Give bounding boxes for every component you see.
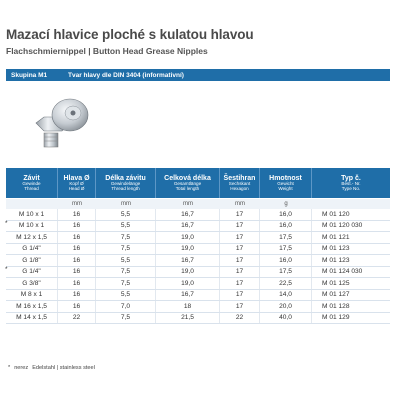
table-cell: M 8 x 1 (6, 290, 58, 301)
table-cell: 14,0 (260, 290, 312, 301)
unit-cell: mm (72, 201, 82, 207)
table-cell: M 01 129 (322, 314, 350, 322)
col-header-hexagon: Šestihran Sechskant Hexagon (220, 168, 260, 198)
table-cell: 5,5 (96, 255, 156, 266)
table-cell: 16,0 (260, 221, 312, 232)
table-cell: 17 (220, 221, 260, 232)
col-header-type: Typ č. Best.- Nr. Type No. (341, 174, 361, 191)
table-cell: 16,7 (156, 209, 220, 220)
table-cell: M 01 124 030 (322, 268, 363, 276)
table-cell: G 1/8" (6, 255, 58, 266)
table-cell: M 01 120 030 (322, 222, 363, 230)
table-header (6, 168, 390, 198)
table-cell: 5,5 (96, 290, 156, 301)
col-header-weight: Hmotnost Gewicht Weight (260, 168, 312, 198)
table-cell: 17,5 (260, 244, 312, 255)
table-cell: 7,5 (96, 232, 156, 243)
table-cell: M 01 120 (322, 210, 350, 218)
table-cell: 16 (58, 244, 96, 255)
table-cell: M 01 123 (322, 245, 350, 253)
col-header-head: Hlava Ø Kopf Ø Head Ø (58, 168, 96, 198)
table-cell: 17,5 (260, 232, 312, 243)
table-cell: M 16 x 1,5 (6, 301, 58, 312)
footnote-star: * (8, 365, 11, 371)
table-row (6, 244, 390, 256)
table-cell: M 01 125 (322, 279, 350, 287)
page-title: Mazací hlavice ploché s kulatou hlavou (6, 27, 254, 42)
table-cell: 17 (220, 209, 260, 220)
table-cell: 16 (58, 255, 96, 266)
col-header-thread-length: Délka závitu Gewindelänge Thread length (96, 168, 156, 198)
table-cell: 17,5 (260, 267, 312, 278)
table-cell: 5,5 (96, 221, 156, 232)
table-cell: 22 (58, 313, 96, 324)
table-row (6, 267, 390, 279)
table-cell: 19,0 (156, 278, 220, 289)
table-cell: 21,5 (156, 313, 220, 324)
shape-label: Tvar hlavy dle DIN 3404 (informativní) (68, 71, 184, 79)
group-label: Skupina M1 (11, 71, 48, 79)
table-cell: 7,0 (96, 301, 156, 312)
unit-cell (312, 199, 390, 209)
table-row (6, 232, 390, 244)
table-cell: M 01 121 (322, 233, 350, 241)
table-cell: 16,0 (260, 209, 312, 220)
table-row (6, 278, 390, 290)
table-cell: G 3/8" (6, 278, 58, 289)
table-row (6, 221, 390, 233)
table-row (6, 313, 390, 325)
table-cell: 7,5 (96, 278, 156, 289)
table-cell: 16,7 (156, 255, 220, 266)
table-cell: 16,0 (260, 255, 312, 266)
table-cell: 16 (58, 301, 96, 312)
stainless-marker: * (5, 265, 8, 273)
table-cell: M 10 x 1 (6, 209, 58, 220)
table-cell: 18 (156, 301, 220, 312)
table-cell: 17 (220, 301, 260, 312)
table-cell: 7,5 (96, 267, 156, 278)
table-cell: 16,7 (156, 290, 220, 301)
col-header-total-length: Celková délka Gesamtlänge Total length (156, 168, 220, 198)
table-cell: 19,0 (156, 244, 220, 255)
grease-nipple-image (30, 93, 92, 153)
units-row (6, 199, 390, 209)
table-cell: 40,0 (260, 313, 312, 324)
table-cell: G 1/4" (6, 244, 58, 255)
group-bar (6, 69, 390, 81)
table-cell: M 01 127 (322, 291, 350, 299)
unit-cell: mm (183, 201, 193, 207)
footnote (8, 365, 95, 371)
table-cell: 16,7 (156, 221, 220, 232)
unit-cell: mm (121, 201, 131, 207)
unit-cell: g (284, 201, 288, 207)
table-body (6, 209, 390, 324)
table-cell: M 12 x 1,5 (6, 232, 58, 243)
table-cell: 20,0 (260, 301, 312, 312)
table-cell: 16 (58, 267, 96, 278)
table-cell: 17 (220, 267, 260, 278)
table-cell: 22 (220, 313, 260, 324)
stainless-marker: * (5, 219, 8, 227)
table-row (6, 290, 390, 302)
unit-cell (6, 199, 58, 209)
table-cell: 7,5 (96, 244, 156, 255)
table-cell: M 01 123 (322, 256, 350, 264)
table-cell: 19,0 (156, 267, 220, 278)
table-cell: 17 (220, 278, 260, 289)
page-subtitle: Flachschmiernippel | Button Head Grease Nipples (6, 46, 208, 56)
table-cell: 17 (220, 232, 260, 243)
table-cell: 17 (220, 255, 260, 266)
unit-cell: mm (235, 201, 245, 207)
table-cell: 19,0 (156, 232, 220, 243)
table-cell: 16 (58, 278, 96, 289)
table-cell: 16 (58, 209, 96, 220)
table-cell: 17 (220, 290, 260, 301)
table-cell: 5,5 (96, 209, 156, 220)
table-cell: 16 (58, 290, 96, 301)
table-cell: 16 (58, 221, 96, 232)
footnote-translation: Edelstahl | stainless steel (32, 365, 95, 371)
table-cell: M 14 x 1,5 (6, 313, 58, 324)
table-cell: 22,5 (260, 278, 312, 289)
table-row (6, 301, 390, 313)
table-cell: 17 (220, 244, 260, 255)
table-cell: M 01 128 (322, 302, 350, 310)
table-cell: 16 (58, 232, 96, 243)
table-row (6, 255, 390, 267)
table-cell: M 10 x 1 (6, 221, 58, 232)
table-cell: 7,5 (96, 313, 156, 324)
footnote-nerez: nerez (14, 365, 29, 371)
col-header-thread: Závit Gewinde Thread (6, 168, 58, 198)
table-cell: G 1/4" (6, 267, 58, 278)
table-row (6, 209, 390, 221)
